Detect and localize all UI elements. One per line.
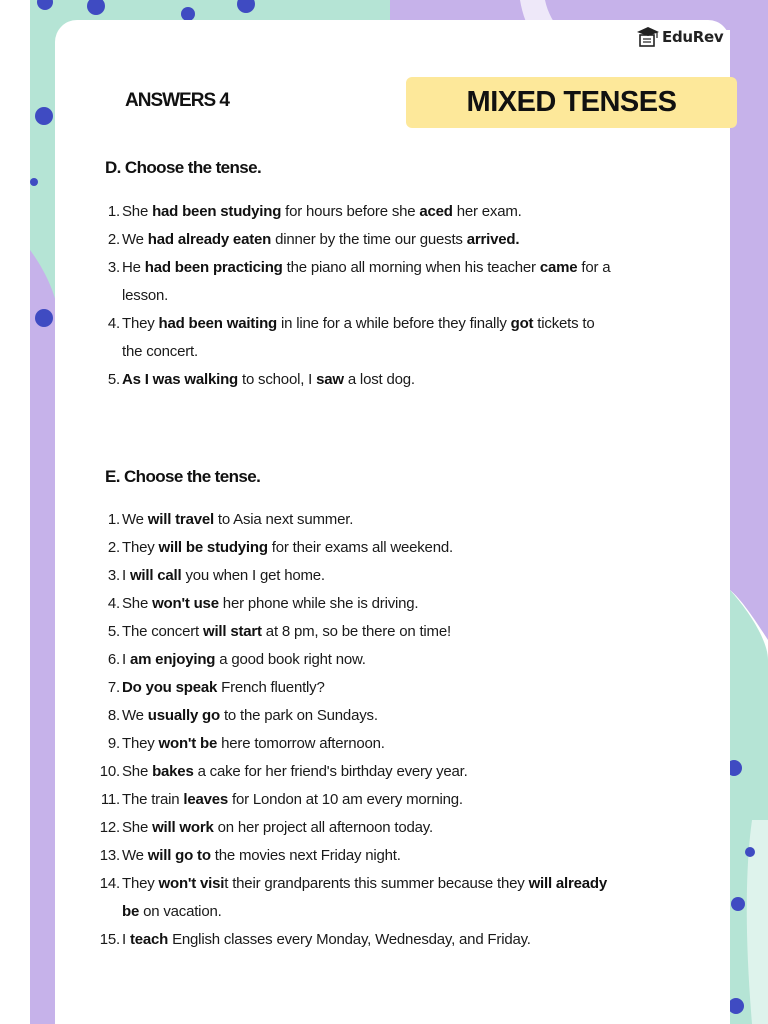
answer-verb: won't use (152, 595, 219, 612)
item-text (122, 226, 615, 254)
answer-verb: had been practicing (144, 259, 283, 276)
list-item (95, 366, 615, 394)
item-number: 5. (107, 371, 120, 388)
item-number: 14. (99, 875, 120, 892)
answer-verb: usually go (147, 707, 220, 724)
answer-verb: As I was walking (122, 371, 239, 388)
list-item (95, 786, 615, 814)
sentence-text: I (122, 567, 130, 584)
sentence-text: She (122, 763, 153, 780)
item-text (122, 506, 615, 534)
sentence-text: They (122, 875, 159, 892)
item-number: 5. (107, 623, 120, 640)
item-text (122, 842, 615, 870)
answer-verb: had been studying (152, 203, 282, 220)
topic-banner (406, 77, 737, 128)
list-item (95, 310, 615, 366)
sentence-text: for London at 10 am every morning. (228, 791, 463, 808)
answer-verb: had been waiting (158, 315, 277, 332)
sentence-text: They (122, 315, 159, 332)
answer-verb: saw (316, 371, 344, 388)
item-number: 10. (99, 763, 120, 780)
answer-verb: arrived. (466, 231, 520, 248)
sentence-text: The train (122, 791, 184, 808)
sentence-text: for their exams all weekend. (267, 539, 453, 556)
sentence-text: at 8 pm, so be there on time! (261, 623, 451, 640)
graduation-cap-icon (636, 25, 660, 49)
sentence-text: tickets to the concert. (122, 315, 595, 360)
item-number: 3. (107, 567, 120, 584)
sentence-text: to the park on Sundays. (219, 707, 378, 724)
sentence-text: for a lesson. (122, 259, 611, 304)
item-number: 13. (99, 847, 120, 864)
item-text (122, 870, 615, 926)
sentence-text: for hours before she (281, 203, 420, 220)
item-number: 3. (107, 259, 120, 276)
sentence-text: a good book right now. (215, 651, 366, 668)
item-number: 8. (107, 707, 120, 724)
sentence-text: here tomorrow afternoon. (217, 735, 385, 752)
answers-label: ANSWERS 4 (125, 90, 229, 111)
answer-verb: teach (129, 931, 169, 948)
answer-verb: will travel (147, 511, 214, 528)
answer-verb: aced (419, 203, 453, 220)
item-text (122, 366, 615, 394)
edurev-logo[interactable] (636, 24, 723, 50)
item-number: 1. (107, 203, 120, 220)
item-text (122, 926, 615, 954)
sentence-text: dinner by the time our guests (271, 231, 467, 248)
sentence-text: on vacation. (139, 903, 222, 920)
section-d-list (95, 198, 615, 394)
item-number: 2. (107, 231, 120, 248)
item-text (122, 758, 615, 786)
answer-verb: will work (152, 819, 214, 836)
item-number: 4. (107, 315, 120, 332)
list-item (95, 758, 615, 786)
item-number: 11. (100, 791, 120, 808)
sentence-text: French fluently? (217, 679, 325, 696)
item-text (122, 618, 615, 646)
list-item (95, 646, 615, 674)
answer-verb: will go to (147, 847, 211, 864)
sentence-text: I (122, 651, 130, 668)
answer-verb: bakes (152, 763, 194, 780)
answer-verb: won't visi (158, 875, 225, 892)
sentence-text: to school, I (238, 371, 317, 388)
topic-title: MIXED TENSES (466, 86, 677, 118)
sentence-text: a lost dog. (343, 371, 415, 388)
logo-text: EduRev (662, 28, 724, 46)
answer-verb: had already eaten (147, 231, 272, 248)
sentence-text: t their grandparents this summer because they (224, 875, 529, 892)
item-text (122, 590, 615, 618)
list-item (95, 226, 615, 254)
sentence-text: We (122, 231, 148, 248)
list-item (95, 814, 615, 842)
list-item (95, 842, 615, 870)
sentence-text: He (122, 259, 145, 276)
section-d-title: D. Choose the tense. (105, 158, 262, 177)
item-text (122, 730, 615, 758)
item-text (122, 814, 615, 842)
sentence-text: I (122, 931, 130, 948)
answer-verb: came (539, 259, 578, 276)
list-item (95, 562, 615, 590)
item-text (122, 702, 615, 730)
answer-verb: am enjoying (129, 651, 216, 668)
list-item (95, 254, 615, 310)
sentence-text: to Asia next summer. (213, 511, 354, 528)
item-number: 1. (107, 511, 120, 528)
list-item (95, 198, 615, 226)
answer-verb: got (510, 315, 534, 332)
sentence-text: She (122, 595, 153, 612)
sentence-text: They (122, 735, 159, 752)
item-number: 6. (107, 651, 120, 668)
answer-verb: will be studying (158, 539, 268, 556)
sentence-text: They (122, 539, 159, 556)
item-text (122, 562, 615, 590)
section-e-list (95, 506, 615, 954)
item-text (122, 786, 615, 814)
item-text (122, 674, 615, 702)
item-number: 7. (107, 679, 120, 696)
item-text (122, 310, 615, 366)
sentence-text: She (122, 819, 153, 836)
answer-verb: will call (129, 567, 182, 584)
sentence-text: The concert (122, 623, 203, 640)
item-number: 4. (107, 595, 120, 612)
section-e-title: E. Choose the tense. (105, 467, 261, 486)
sentence-text: English classes every Monday, Wednesday, and Friday. (168, 931, 531, 948)
sentence-text: a cake for her friend's birthday every year. (193, 763, 468, 780)
item-number: 2. (107, 539, 120, 556)
answer-verb: will start (202, 623, 262, 640)
list-item (95, 730, 615, 758)
list-item (95, 926, 615, 954)
item-number: 12. (99, 819, 120, 836)
sentence-text: We (122, 511, 148, 528)
sentence-text: We (122, 847, 148, 864)
answer-verb: Do you speak (122, 679, 218, 696)
item-text (122, 254, 615, 310)
sentence-text: her exam. (452, 203, 522, 220)
answer-verb: won't be (158, 735, 218, 752)
sentence-text: the movies next Friday night. (210, 847, 401, 864)
sentence-text: We (122, 707, 148, 724)
sentence-text: She (122, 203, 153, 220)
list-item (95, 702, 615, 730)
list-item (95, 590, 615, 618)
answer-verb: will already be (122, 875, 608, 920)
item-text (122, 534, 615, 562)
item-text (122, 198, 615, 226)
answer-verb: leaves (183, 791, 229, 808)
list-item (95, 618, 615, 646)
item-number: 15. (99, 931, 120, 948)
sentence-text: the piano all morning when his teacher (282, 259, 540, 276)
sentence-text: you when I get home. (181, 567, 325, 584)
item-number: 9. (107, 735, 120, 752)
list-item (95, 674, 615, 702)
sentence-text: her phone while she is driving. (218, 595, 419, 612)
sentence-text: on her project all afternoon today. (213, 819, 433, 836)
list-item (95, 534, 615, 562)
list-item (95, 870, 615, 926)
list-item (95, 506, 615, 534)
sentence-text: in line for a while before they finally (277, 315, 511, 332)
item-text (122, 646, 615, 674)
